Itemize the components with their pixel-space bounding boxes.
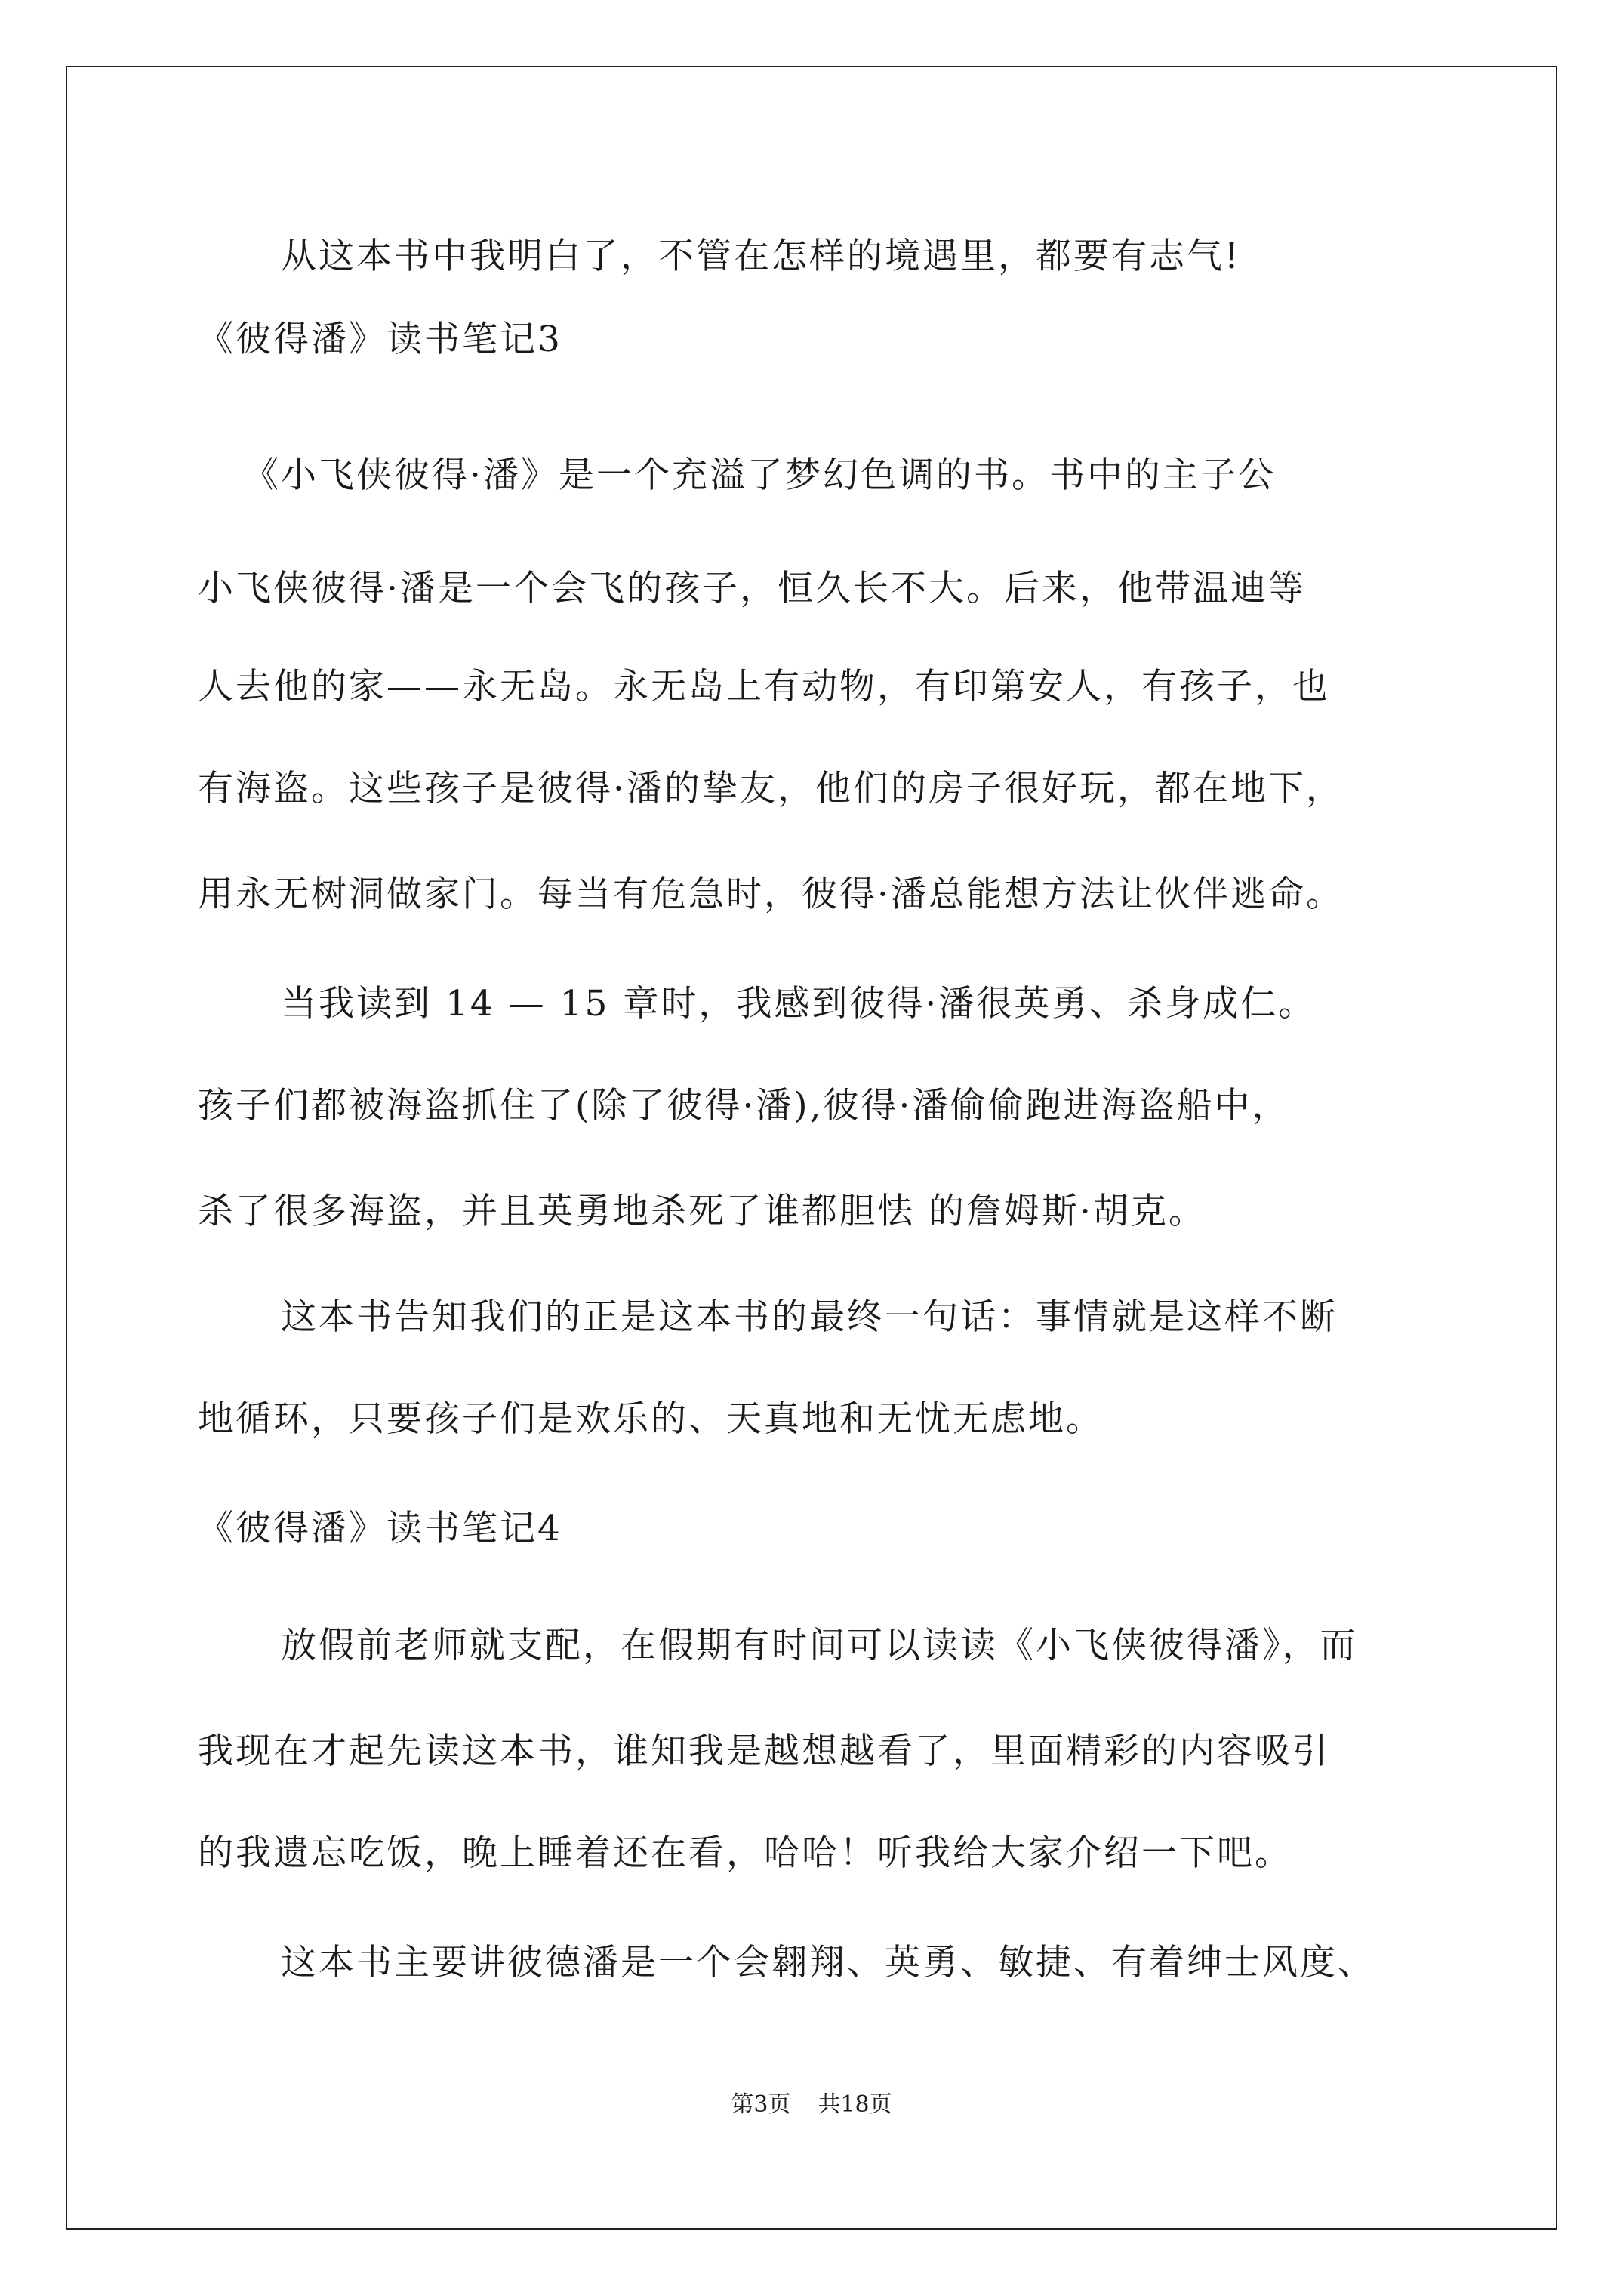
body-line: 这本书主要讲彼德潘是一个会翱翔、英勇、敏捷、有着绅士风度、 bbox=[281, 1942, 1375, 1983]
body-line: 小飞侠彼得·潘是一个会飞的孩子，恒久长不大。后来，他带温迪等 bbox=[198, 568, 1306, 609]
body-line: 这本书告知我们的正是这本书的最终一句话：事情就是这样不断 bbox=[281, 1296, 1338, 1338]
page-border bbox=[66, 66, 1557, 2230]
body-line: 地循环，只要孩子们是欢乐的、天真地和无忧无虑地。 bbox=[198, 1398, 1104, 1440]
body-line: 我现在才起先读这本书，谁知我是越想越看了，里面精彩的内容吸引 bbox=[198, 1730, 1330, 1772]
body-line: 孩子们都被海盗抓住了(除了彼得·潘),彼得·潘偷偷跑进海盗船中， bbox=[198, 1085, 1290, 1126]
section-heading: 《彼得潘》读书笔记3 bbox=[198, 319, 562, 360]
section-heading: 《彼得潘》读书笔记4 bbox=[198, 1508, 562, 1549]
page-footer bbox=[0, 2090, 1623, 2120]
body-line: 的我遗忘吃饭，晚上睡着还在看，哈哈！听我给大家介绍一下吧。 bbox=[198, 1832, 1292, 1874]
body-line: 《小飞侠彼得·潘》是一个充溢了梦幻色调的书。书中的主子公 bbox=[243, 455, 1276, 496]
body-line: 用永无树洞做家门。每当有危急时，彼得·潘总能想方法让伙伴逃命。 bbox=[198, 874, 1344, 915]
body-line: 放假前老师就支配，在假期有时间可以读读《小飞侠彼得潘》，而 bbox=[281, 1625, 1358, 1666]
body-line: 当我读到 14 — 15 章时，我感到彼得·潘很英勇、杀身成仁。 bbox=[281, 983, 1317, 1025]
body-line: 杀了很多海盗，并且英勇地杀死了谁都胆怯 的詹姆斯·胡克。 bbox=[198, 1191, 1206, 1232]
body-line: 人去他的家——永无岛。永无岛上有动物，有印第安人，有孩子，也 bbox=[198, 666, 1330, 707]
body-line: 有海盗。这些孩子是彼得·潘的挚友，他们的房子很好玩，都在地下， bbox=[198, 768, 1344, 809]
page-number: 第3页 bbox=[731, 2091, 791, 2118]
page-total: 共18页 bbox=[818, 2091, 892, 2118]
body-line: 从这本书中我明白了，不管在怎样的境遇里，都要有志气! bbox=[281, 236, 1241, 277]
